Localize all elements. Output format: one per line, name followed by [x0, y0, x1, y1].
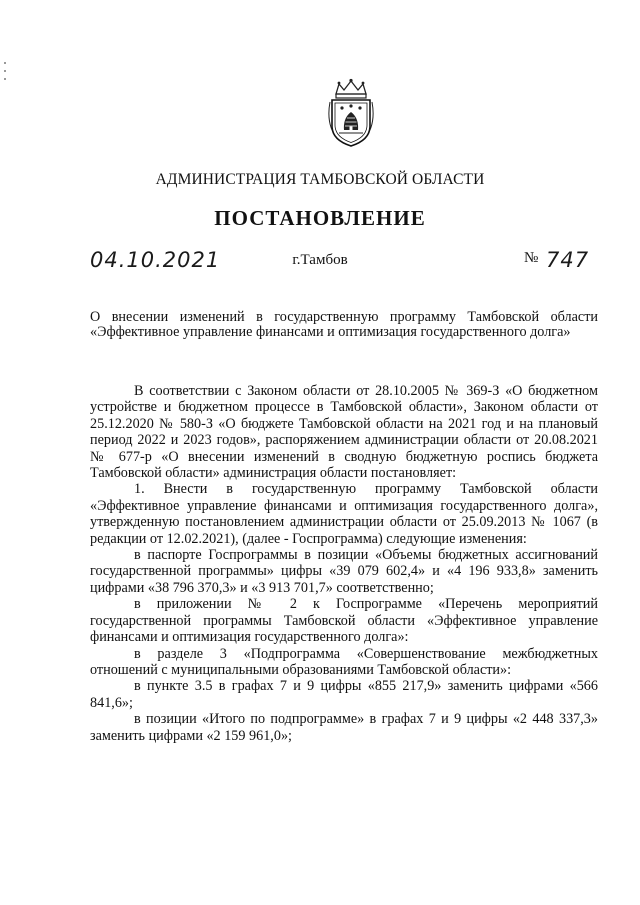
body-paragraph: в пункте 3.5 в графах 7 и 9 цифры «855 217,9» заменить цифрами «566 841,6»;	[90, 678, 598, 711]
body-paragraph: 1. Внести в государственную программу Тамбовской области «Эффективное управление финансами и оптимизация государственного долга», утвержденную постановлением администрации области от 25.09.2013 № 1067 (в редакции от 12.02.2021), (далее - Госпрограмма) следующие изменения:	[90, 481, 598, 547]
body-paragraph: в разделе 3 «Подпрограмма «Совершенствование межбюджетных отношений с муниципальными образованиями Тамбовской области»:	[90, 645, 598, 678]
document-type-title: ПОСТАНОВЛЕНИЕ	[214, 206, 426, 230]
body-paragraph: в позиции «Итого по подпрограмме» в графах 7 и 9 цифры «2 448 337,3» заменить цифрами «2 159 961,0»;	[90, 711, 598, 744]
document-subject: О внесении изменений в государственную программу Тамбовской области «Эффективное управление финансами и оптимизация государственного долга»	[90, 309, 598, 341]
document-body	[90, 383, 598, 744]
document-date: 04.10.2021	[90, 248, 221, 272]
body-paragraph: в приложении № 2 к Госпрограмме «Перечень мероприятий государственной программы Тамбовской области «Эффективное управление финансами и оптимизация государственного долга»:	[90, 596, 598, 646]
body-paragraph: В соответствии с Законом области от 28.10.2005 № 369-З «О бюджетном устройстве и бюджетном процессе в Тамбовской области», Законом области от 25.12.2020 № 580-З «О бюджете Тамбовской области на 2021 год и на плановый период 2022 и 2023 годов», распоряжением администрации области от 20.08.2021 № 677-р «О внесении изменений в сводную бюджетную роспись бюджета Тамбовской области» администрация области постановляет:	[90, 383, 598, 482]
body-paragraph: в паспорте Госпрограммы в позиции «Объемы бюджетных ассигнований государственной программы» цифры «39 079 602,4» и «4 196 933,8» заменить цифрами «38 796 370,3» и «3 913 701,7» соответственно;	[90, 547, 598, 596]
coat-of-arms-icon	[324, 78, 378, 148]
document-number-label: №	[524, 250, 539, 266]
scan-margin-marks	[4, 62, 7, 92]
organization-name: АДМИНИСТРАЦИЯ ТАМБОВСКОЙ ОБЛАСТИ	[155, 171, 485, 188]
document-city: г.Тамбов	[292, 252, 348, 268]
document-number: 747	[546, 248, 590, 272]
